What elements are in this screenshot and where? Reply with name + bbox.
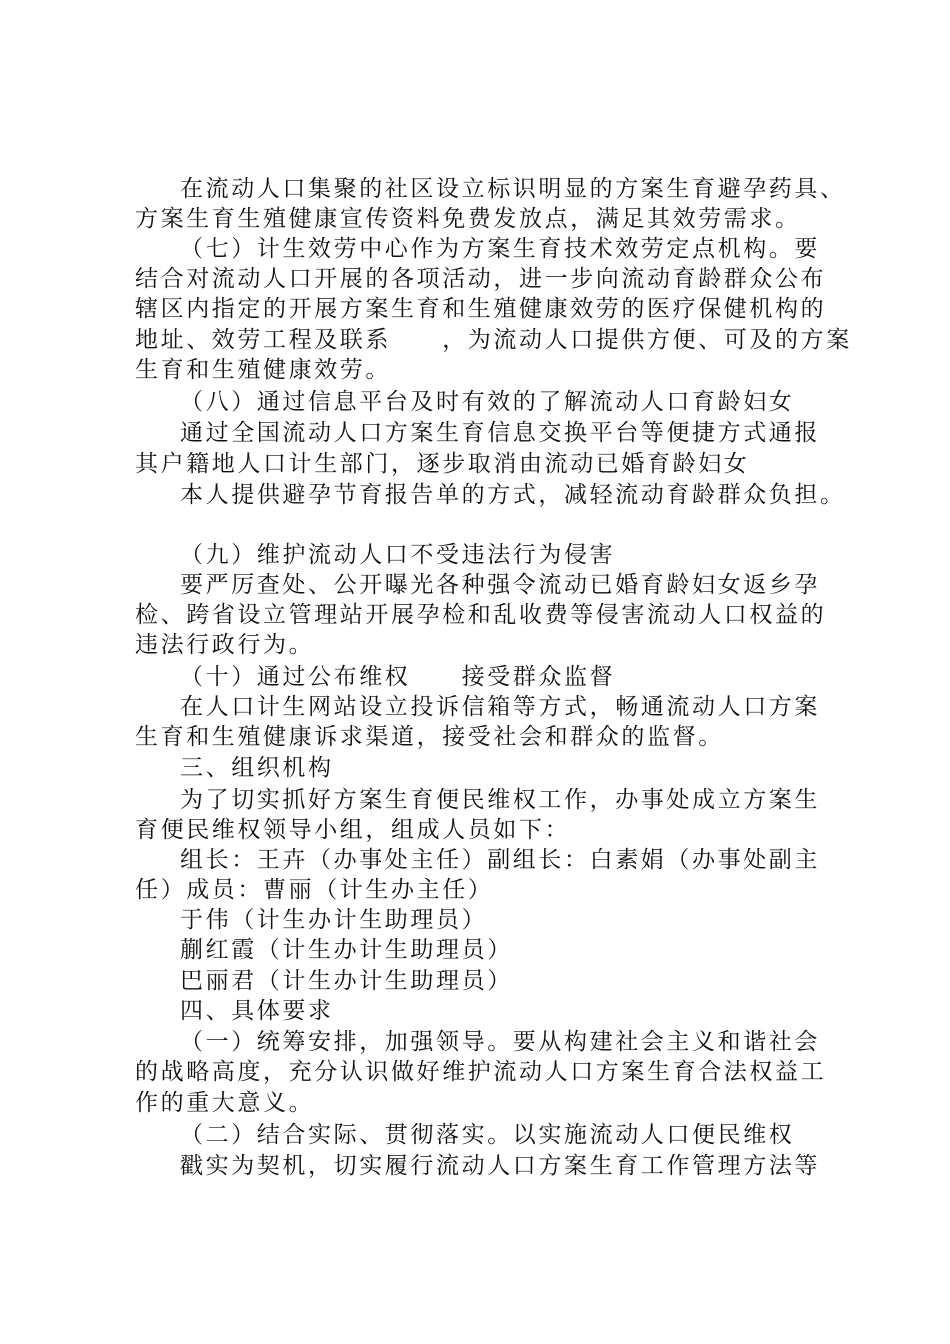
text-line: 作的重大意义。 <box>135 1090 315 1116</box>
text-line: 戳实为契机，切实履行流动人口方案生育工作管理方法等 <box>180 1153 820 1179</box>
text-line: 通过全国流动人口方案生育信息交换平台等便捷方式通报 <box>180 420 820 446</box>
text-line: 其户籍地人口计生部门，逐步取消由流动已婚育龄妇女 <box>135 451 750 477</box>
text-line: 要严厉查处、公开曝光各种强令流动已婚育龄妇女返乡孕 <box>180 572 820 598</box>
text-line: （二）结合实际、贯彻落实。以实施流动人口便民维权 <box>180 1122 795 1148</box>
text-line: （十）通过公布维权 接受群众监督 <box>180 664 616 690</box>
text-line: 蒯红霞（计生办计生助理员） <box>180 937 513 963</box>
text-line: 本人提供避孕节育报告单的方式，减轻流动育龄群众负担。 <box>180 482 846 508</box>
text-line: 在流动人口集聚的社区设立标识明显的方案生育避孕药具、 <box>180 176 846 202</box>
text-line: （一）统筹安排，加强领导。要从构建社会主义和谐社会 <box>180 1029 820 1055</box>
text-line: 四、具体要求 <box>180 998 334 1024</box>
text-line: 育便民维权领导小组，组成人员如下： <box>135 817 571 843</box>
text-line: 地址、效劳工程及联系 ，为流动人口提供方便、可及的方案 <box>135 327 852 353</box>
text-line: 的战略高度，充分认识做好维护流动人口方案生育合法权益工 <box>135 1059 827 1085</box>
text-line: 生育和生殖健康诉求渠道，接受社会和群众的监督。 <box>135 724 724 750</box>
text-line: （八）通过信息平台及时有效的了解流动人口育龄妇女 <box>180 389 795 415</box>
text-line: 于伟（计生办计生助理员） <box>180 907 488 933</box>
text-line: 检、跨省设立管理站开展孕检和乱收费等侵害流动人口权益的 <box>135 602 827 628</box>
text-line: 辖区内指定的开展方案生育和生殖健康效劳的医疗保健机构的 <box>135 296 827 322</box>
text-line: 结合对流动人口开展的各项活动，进一步向流动育龄群众公布 <box>135 266 827 292</box>
text-line: 方案生育生殖健康宣传资料免费发放点，满足其效劳需求。 <box>135 206 801 232</box>
text-line: 组长：王卉（办事处主任）副组长：白素娟（办事处副主 <box>180 847 820 873</box>
text-line: 为了切实抓好方案生育便民维权工作，办事处成立方案生 <box>180 787 820 813</box>
text-line: 违法行政行为。 <box>135 632 315 658</box>
text-line: 巴丽君（计生办计生助理员） <box>180 968 513 994</box>
text-line: 在人口计生网站设立投诉信箱等方式，畅通流动人口方案 <box>180 694 820 720</box>
text-line: 生育和生殖健康效劳。 <box>135 357 391 383</box>
text-line: 三、组织机构 <box>180 755 334 781</box>
text-line: 任）成员：曹丽（计生办主任） <box>135 877 494 903</box>
text-line: （七）计生效劳中心作为方案生育技术效劳定点机构。要 <box>180 236 820 262</box>
text-line: （九）维护流动人口不受违法行为侵害 <box>180 542 616 568</box>
